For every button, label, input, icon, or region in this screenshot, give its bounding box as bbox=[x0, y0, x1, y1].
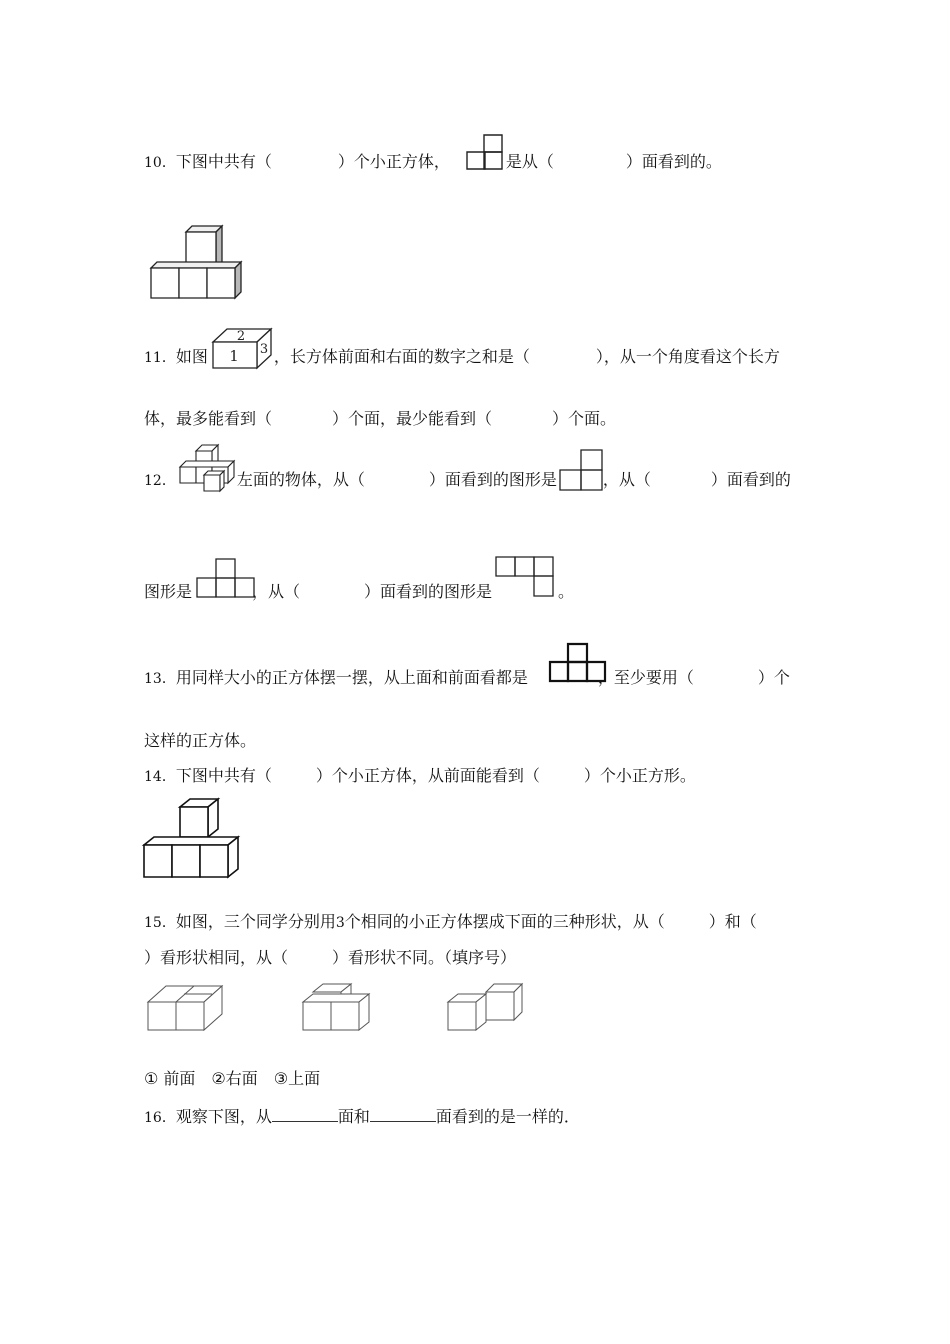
q15-options-text: ① 前面 ②右面 ③上面 bbox=[144, 1069, 321, 1088]
q12-view-figure-2 bbox=[196, 558, 258, 599]
cuboid-top-label: 2 bbox=[236, 329, 246, 344]
q12-text-5: 图形是 bbox=[144, 582, 193, 601]
q12-text-6: ，从（ bbox=[252, 582, 301, 601]
q12-text-8: 。 bbox=[558, 582, 575, 601]
q15-options bbox=[144, 1068, 320, 1090]
q13-line-2 bbox=[144, 730, 256, 752]
q15-text-2: 个相同的小正方体摆成下面的三种形状，从（ bbox=[344, 912, 665, 931]
q16-text-3: 面看到的是一样的． bbox=[435, 1107, 580, 1126]
q14-text-1: 下图中共有（ bbox=[175, 766, 272, 785]
q15-number: 15． bbox=[144, 915, 176, 931]
q13-text-3: ）个 bbox=[757, 668, 790, 687]
q12-view-figure-1 bbox=[559, 449, 605, 492]
q12-text-2: ）面看到的图形是 bbox=[428, 470, 557, 489]
q15-text-1: 如图，三个同学分别用 bbox=[175, 912, 336, 931]
q14-number: 14． bbox=[144, 769, 176, 785]
q12-object-figure bbox=[178, 443, 240, 493]
q11-cuboid-figure bbox=[209, 324, 275, 370]
q11-text-1: ，长方体前面和右面的数字之和是（ bbox=[273, 347, 530, 366]
q11-text-4: ）个面，最少能看到（ bbox=[332, 409, 493, 428]
q14-cube-figure bbox=[142, 797, 242, 881]
q11-text-3: 体，最多能看到（ bbox=[144, 409, 273, 428]
q16-blank-1[interactable] bbox=[272, 1105, 338, 1122]
q15-line-2 bbox=[144, 947, 516, 969]
q16-blank-2[interactable] bbox=[370, 1105, 436, 1122]
q16-line bbox=[144, 1105, 580, 1129]
q10-text-1: 下图中共有（ bbox=[175, 152, 272, 171]
q11-number: 11． bbox=[144, 350, 176, 366]
q10-text-4: ）面看到的。 bbox=[625, 152, 722, 171]
q10-text-2: ）个小正方体， bbox=[337, 152, 450, 171]
q11-text-5: ）个面。 bbox=[552, 409, 617, 428]
q11-text-0: 如图 bbox=[175, 347, 208, 366]
q15-text-3: ）和（ bbox=[708, 912, 757, 931]
q11-line-2 bbox=[144, 408, 616, 430]
q12-number: 12． bbox=[144, 473, 176, 489]
q13-line-1 bbox=[144, 667, 790, 690]
q13-text-1: 用同样大小的正方体摆一摆，从上面和前面看都是 bbox=[175, 668, 528, 687]
q13-text-2: ，至少要用（ bbox=[597, 668, 694, 687]
q15-text-5: ）看形状不同。（填序号） bbox=[332, 948, 517, 967]
q11-text-2: ），从一个角度看这个长方 bbox=[595, 347, 780, 366]
q12-line-1 bbox=[144, 469, 791, 492]
q14-text-3: ）个小正方形。 bbox=[583, 766, 696, 785]
q10-number: 10． bbox=[144, 155, 176, 171]
q15-shape-3 bbox=[446, 980, 526, 1032]
q14-line bbox=[144, 765, 696, 788]
q13-number: 13． bbox=[144, 671, 176, 687]
q13-text-4: 这样的正方体。 bbox=[144, 731, 257, 750]
q12-text-1: 左面的物体，从（ bbox=[236, 470, 365, 489]
q16-text-1: 观察下图，从 bbox=[175, 1107, 272, 1126]
q12-text-3: ，从（ bbox=[602, 470, 651, 489]
q15-count: 3 bbox=[335, 915, 345, 931]
cuboid-right-label: 3 bbox=[259, 342, 269, 357]
q16-text-2: 面和 bbox=[337, 1107, 370, 1126]
q12-text-7: ）面看到的图形是 bbox=[364, 582, 493, 601]
q13-view-figure bbox=[548, 642, 608, 683]
q10-line bbox=[144, 151, 722, 174]
q14-text-2: ）个小正方体，从前面能看到（ bbox=[315, 766, 540, 785]
q12-view-figure-3 bbox=[495, 556, 557, 599]
q15-shape-2 bbox=[301, 982, 373, 1034]
q10-cube-figure bbox=[148, 222, 248, 300]
q16-number: 16． bbox=[144, 1110, 176, 1126]
q10-text-3: 是从（ bbox=[505, 152, 554, 171]
q15-shape-1 bbox=[146, 982, 226, 1034]
cuboid-front-label: 1 bbox=[229, 347, 239, 365]
q15-text-4: ）看形状相同，从（ bbox=[144, 948, 289, 967]
q15-line-1 bbox=[144, 911, 757, 934]
q10-view-figure bbox=[466, 134, 504, 171]
q12-text-4: ）面看到的 bbox=[710, 470, 791, 489]
